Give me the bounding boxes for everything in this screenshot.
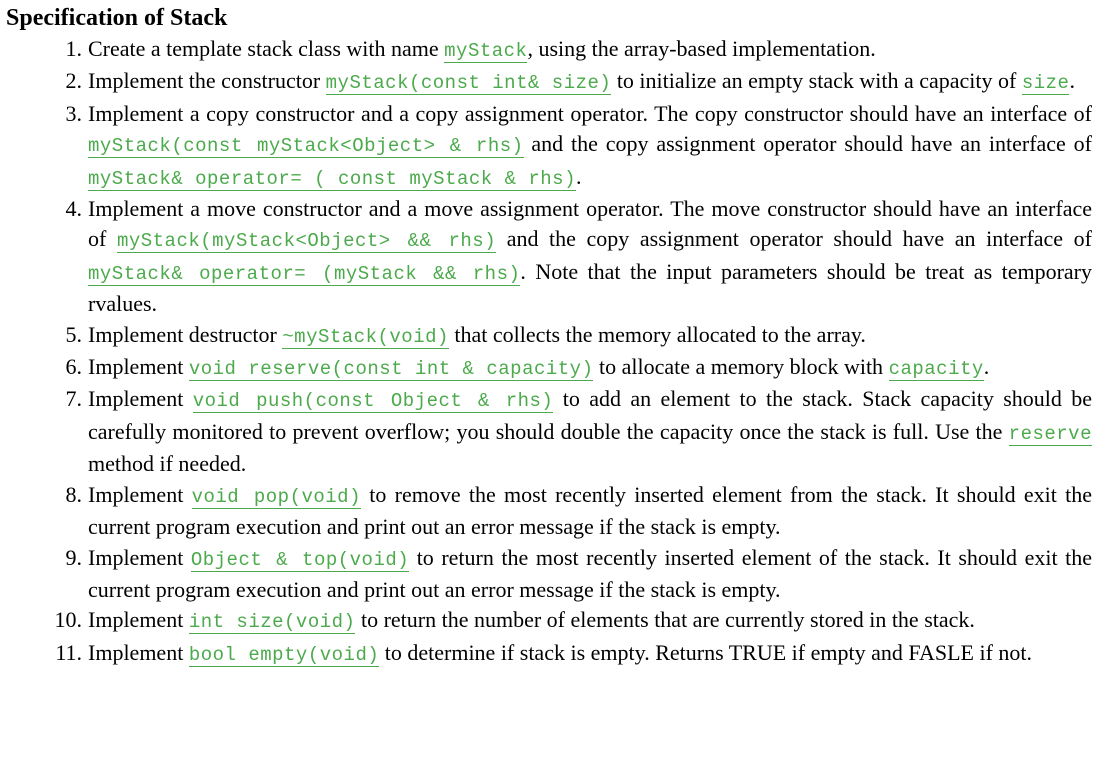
spec-text: . xyxy=(983,354,990,380)
spec-item-number: 8. xyxy=(65,481,82,507)
spec-text: that collects the memory allocated to the array. xyxy=(448,321,866,347)
code-snippet: Object & top(void) xyxy=(190,548,410,571)
spec-item-number: 2. xyxy=(65,68,82,94)
spec-text: Implement xyxy=(88,544,191,570)
spec-text: to add an element to the stack. Stack capacity should be carefully monitored to prevent overflow; you should double the capacity once the stack is full. Use the xyxy=(88,386,1092,444)
code-snippet: myStack& operator= (myStack && rhs) xyxy=(88,262,521,285)
spec-item-number: 5. xyxy=(65,321,82,347)
page-title: Specification of Stack xyxy=(6,5,228,31)
code-snippet: myStack xyxy=(444,40,528,62)
spec-item-number: 1. xyxy=(65,36,82,61)
spec-text: Implement a copy constructor and a copy assignment operator. The copy constructor should have an interface of xyxy=(88,100,1092,126)
code-snippet: reserve xyxy=(1008,422,1092,445)
code-snippet: myStack(myStack<Object> && rhs) xyxy=(116,230,497,253)
specification-list xyxy=(6,34,1092,670)
code-snippet: myStack(const int& size) xyxy=(325,72,612,95)
spec-item-6 xyxy=(6,352,1092,384)
spec-text: Implement xyxy=(88,481,192,507)
spec-text: to initialize an empty stack with a capacity of xyxy=(611,68,1022,94)
spec-text: Implement xyxy=(88,639,189,665)
spec-text: and the copy assignment operator should have an interface of xyxy=(523,131,1092,157)
code-snippet: ~myStack(void) xyxy=(282,325,449,348)
spec-text: , using the array-based implementation. xyxy=(527,36,876,61)
spec-text: Create a template stack class with name xyxy=(88,36,445,61)
spec-text: . xyxy=(575,163,582,189)
spec-item-number: 11. xyxy=(55,639,82,665)
spec-item-number: 4. xyxy=(65,196,82,222)
spec-item-5 xyxy=(6,320,1092,352)
spec-text: Implement a move constructor and a move assignment operator. The move constructor should have an interface of xyxy=(88,196,1092,252)
spec-item-number: 7. xyxy=(65,386,82,412)
spec-item-7 xyxy=(6,384,1092,479)
code-snippet: int size(void) xyxy=(188,611,356,634)
code-snippet: void reserve(const int & capacity) xyxy=(188,358,594,381)
spec-text: Implement destructor xyxy=(88,321,283,347)
spec-text: to determine if stack is empty. Returns TRUE if empty and FASLE if not. xyxy=(379,639,1033,665)
spec-item-4 xyxy=(6,194,1092,320)
spec-item-number: 9. xyxy=(65,544,82,570)
code-snippet: bool empty(void) xyxy=(188,643,380,666)
spec-item-2 xyxy=(6,66,1092,98)
code-snippet: myStack(const myStack<Object> & rhs) xyxy=(88,135,524,158)
spec-text: . xyxy=(1069,68,1075,94)
code-snippet: void pop(void) xyxy=(191,485,361,508)
spec-text: Implement xyxy=(88,386,193,412)
spec-text: Implement the constructor xyxy=(88,68,326,94)
spec-item-number: 10. xyxy=(54,607,82,633)
code-snippet: void push(const Object & rhs) xyxy=(192,390,554,413)
code-snippet: size xyxy=(1021,72,1070,95)
spec-item-1 xyxy=(6,34,1092,66)
spec-text: to allocate a memory block with xyxy=(593,354,889,380)
code-snippet: myStack& operator= ( const myStack & rhs) xyxy=(88,167,576,190)
spec-item-3 xyxy=(6,99,1092,194)
code-snippet: capacity xyxy=(888,358,984,381)
spec-text: Implement xyxy=(88,354,189,380)
spec-text: and the copy assignment operator should have an interface of xyxy=(496,226,1092,252)
spec-item-8 xyxy=(6,480,1092,543)
spec-item-10 xyxy=(6,605,1092,637)
spec-text: method if needed. xyxy=(88,451,247,477)
spec-item-9 xyxy=(6,543,1092,606)
spec-item-number: 6. xyxy=(65,354,82,380)
spec-text: . Note that the input parameters should be treat as temporary rvalues. xyxy=(88,258,1092,317)
spec-item-11 xyxy=(6,638,1092,670)
spec-text: to return the most recently inserted element of the stack. It should exit the current program execution and print out an error message if the stack is empty. xyxy=(88,544,1092,602)
spec-text: to return the number of elements that are currently stored in the stack. xyxy=(355,607,975,633)
spec-text: Implement xyxy=(88,607,189,633)
spec-text: to remove the most recently inserted element from the stack. It should exit the current program execution and print out an error message if the stack is empty. xyxy=(88,481,1092,540)
spec-item-number: 3. xyxy=(65,100,82,126)
